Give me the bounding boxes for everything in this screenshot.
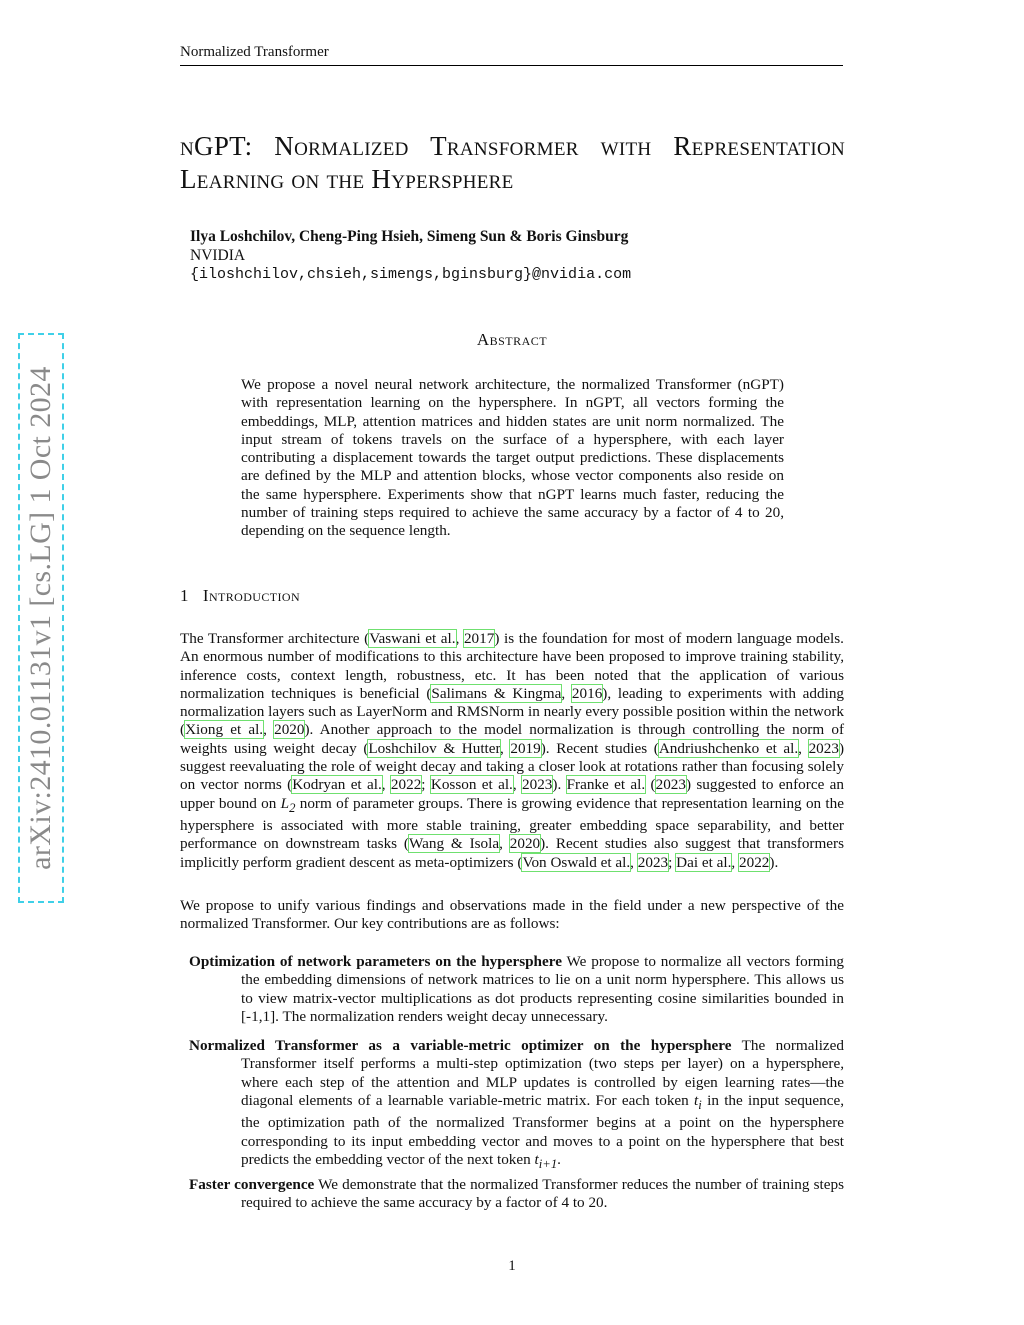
- contribution-item: [189, 953, 844, 1026]
- citation-link[interactable]: Salimans & Kingma: [431, 684, 562, 702]
- section-heading: [180, 586, 300, 606]
- citation-link[interactable]: Andriushchenko et al.: [658, 739, 799, 757]
- math-l2: $L_2$: [280, 794, 296, 815]
- citation-link[interactable]: 2022: [390, 776, 422, 794]
- citation-link[interactable]: 2016: [571, 684, 603, 702]
- citation-link[interactable]: 2023: [522, 776, 553, 794]
- abstract-heading: Abstract: [476, 330, 548, 349]
- contribution-text: The normalized Transformer itself performs a multi-step optimization (two steps per layer) on a hypersphere, where each step of the attention and MLP updates is controlled by eigen learning rates—the diagonal elements of a learnable variable-metric matrix. For each token: [241, 1037, 844, 1109]
- contribution-term: Normalized Transformer as a variable-metric optimizer on the hypersphere: [189, 1037, 732, 1054]
- arxiv-identifier[interactable]: arXiv:2410.01131v1 [cs.LG] 1 Oct 2024: [24, 366, 57, 870]
- contribution-text: We propose to normalize all vectors forming the embedding dimensions of network matrices to lie on a unit norm hypersphere. This allows us to view matrix-vector multiplications as dot products representing cosine similarities bounded in [-1,1]. The normalization renders weight decay unnecessary.: [241, 953, 845, 1025]
- section-number: 1: [180, 586, 189, 605]
- citation-link[interactable]: 2023: [655, 776, 686, 794]
- contribution-text: in the input sequence, the optimization path of the normalized Transformer begins at a point on the hypersphere corresponding to its input embedding vector and moves to a point on the hypersphere that best predicts the embedding vector of the next token: [241, 1091, 845, 1168]
- citation-link[interactable]: 2022: [739, 853, 770, 871]
- citation-link[interactable]: Von Oswald et al.: [522, 853, 631, 871]
- citation-link[interactable]: 2020: [274, 721, 305, 739]
- citation-link[interactable]: Franke et al.: [566, 776, 646, 794]
- citation-link[interactable]: 2020: [509, 835, 541, 853]
- math-token: $t_i$: [694, 1091, 702, 1112]
- contribution-item: [189, 1176, 844, 1213]
- running-head: Normalized Transformer: [180, 44, 843, 66]
- citation-link[interactable]: Loshchilov & Hutter: [368, 739, 500, 757]
- contribution-item: Normalized Transformer as a variable-metric optimizer on the hypersphere The normalized Transformer itself performs a multi-step optimization (two steps per layer) on a hypersphere, where each step of the attention and MLP updates is controlled by eigen learning rates—the diagonal elements of a learnable variable-metric matrix. For each token $t_i$ in the input sequence, the optimization path of the normalized Transformer begins at a point on the hypersphere corresponding to its input embedding vector and moves to a point on the hypersphere that best predicts the embedding vector of the next token $t_{i+1}$.: [189, 1037, 845, 1171]
- contribution-term: Optimization of network parameters on the hypersphere: [189, 953, 562, 970]
- citation-link[interactable]: 2019: [510, 739, 541, 757]
- author-affiliation: NVIDIA: [190, 247, 246, 264]
- citation-link[interactable]: Kosson et al.: [430, 776, 513, 794]
- abstract-text: We propose a novel neural network architecture, the normalized Transformer (nGPT) with representation learning on the hypersphere. In nGPT, all vectors forming the embeddings, MLP, attention matrices and hidden states are unit norm normalized. The input stream of tokens travels on the surface of a hypersphere, with each layer contributing a displacement towards the target output predictions. These displacements are defined by the MLP and attention blocks, whose vector components also reside on the same hypersphere. Experiments show that nGPT learns much faster, reducing the number of training steps required to achieve the same accuracy by a factor of 4 to 20, depending on the sequence length.: [241, 376, 784, 540]
- citation-link[interactable]: 2023: [637, 853, 669, 871]
- author-block: [190, 227, 631, 284]
- citation-link[interactable]: Xiong et al.: [185, 721, 264, 739]
- citation-link[interactable]: 2017: [463, 630, 495, 647]
- intro-paragraph-1: The Transformer architecture (Vaswani et al., 2017) is the foundation for most of modern language models. An enormous number of modifications to this architecture have been proposed to improve training stability, inference costs, context length, robustness, etc. It has been noted that the application of various normalization techniques is beneficial (Salimans & Kingma, 2016), leading to experiments with adding normalization layers such as LayerNorm and RMSNorm in nearly every possible position within the network (Xiong et al., 2020). Another approach to the model normalization is through controlling the norm of weights using weight decay (Loshchilov & Hutter, 2019). Recent studies (Andriushchenko et al., 2023) suggest reevaluating the role of weight decay and taking a closer look at rotations rather than focusing solely on vector norms (Kodryan et al., 2022; Kosson et al., 2023). Franke et al. (2023) suggested to enforce an upper bound on $L_2$ norm of parameter groups. There is growing evidence that representation learning on the hypersphere is associated with more stable training, greater embedding space separability, and better performance on downstream tasks (Wang & Isola, 2020). Recent studies also suggest that transformers implicitly perform gradient descent as meta-optimizers (Von Oswald et al., 2023; Dai et al., 2022).: [180, 630, 845, 871]
- author-names: Ilya Loshchilov, Cheng-Ping Hsieh, Simeng Sun & Boris Ginsburg: [190, 228, 629, 245]
- math-token: $t_{i+1}$: [534, 1150, 558, 1171]
- citation-link[interactable]: Wang & Isola: [409, 835, 500, 853]
- citation-link[interactable]: Vaswani et al.: [369, 630, 456, 647]
- contribution-text: We demonstrate that the normalized Transformer reduces the number of training steps required to achieve the same accuracy by a factor of 4 to 20.: [241, 1176, 844, 1212]
- author-email: {iloshchilov,chsieh,simengs,bginsburg}@nvidia.com: [190, 266, 632, 283]
- citation-link[interactable]: Dai et al.: [676, 853, 732, 871]
- citation-link[interactable]: 2023: [808, 739, 839, 757]
- contribution-term: Faster convergence: [189, 1176, 315, 1193]
- paper-title: nGPT: Normalized Transformer with Representation Learning on the Hypersphere: [180, 131, 845, 194]
- intro-paragraph-2: We propose to unify various findings and observations made in the field under a new perspective of the normalized Transformer. Our key contributions are as follows:: [180, 897, 844, 933]
- citation-link[interactable]: Kodryan et al.: [292, 776, 382, 794]
- section-title: Introduction: [202, 586, 301, 605]
- page-number: 1: [508, 1258, 516, 1274]
